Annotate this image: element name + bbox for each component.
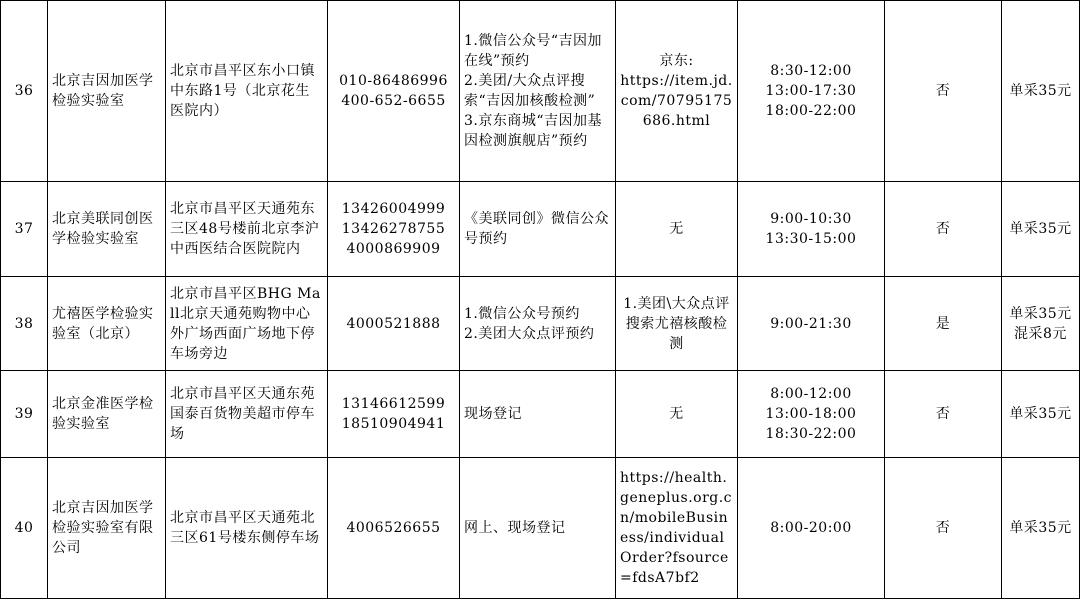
mixed-sampling: 否 [885,1,1002,182]
table-row [1,371,1080,458]
hours-slot: 9:00-10:30 [770,211,852,227]
booking-line: 1.微信公众号预约 [464,305,580,322]
price [1002,458,1080,599]
phone-numbers [328,182,460,277]
phone-number: 13426004999 [341,201,446,217]
lab-address: 北京市昌平区BHG Mall北京天通苑购物中心外广场西面广场地下停车场旁边 [166,277,328,371]
online-label: 无 [669,221,684,237]
phone-numbers [328,277,460,371]
row-number: 40 [1,458,48,599]
price-line: 单采35元 [1009,305,1072,322]
row-number: 36 [1,1,48,182]
lab-name: 北京吉因加医学检验实验室有限公司 [48,458,166,599]
booking-method [460,458,616,599]
online-label: 1.美团\大众点评搜索尤禧核酸检测 [623,295,730,352]
phone-number: 4000869909 [346,241,441,257]
hours-slot: 18:30-22:00 [765,426,857,442]
phone-numbers [328,458,460,599]
table-row [1,1,1080,182]
mixed-sampling: 是 [885,277,1002,371]
table-row [1,182,1080,277]
online-booking [616,458,738,599]
lab-name: 北京吉因加医学检验实验室 [48,1,166,182]
hours-slot: 8:00-12:00 [770,386,852,402]
lab-name: 尤禧医学检验实验室（北京） [48,277,166,371]
price [1002,182,1080,277]
price-line: 单采35元 [1009,221,1072,237]
booking-line: 网上、现场登记 [464,520,566,536]
lab-name: 北京美联同创医学检验实验室 [48,182,166,277]
mixed-sampling: 否 [885,182,1002,277]
mixed-sampling: 否 [885,458,1002,599]
row-number: 38 [1,277,48,371]
booking-method [460,277,616,371]
booking-line: 3.京东商城“吉因加基因检测旗舰店”预约 [464,113,603,149]
booking-line: 《美联同创》微信公众号预约 [464,211,609,247]
phone-number: 13146612599 [341,396,446,412]
price-line: 单采35元 [1009,520,1072,536]
phone-number: 13426278755 [341,221,446,237]
price [1002,371,1080,458]
hours-slot: 8:30-12:00 [770,63,852,79]
lab-address: 北京市昌平区天通东苑国泰百货物美超市停车场 [166,371,328,458]
phone-number: 4000521888 [346,315,441,332]
online-booking [616,1,738,182]
hours-slot: 13:00-17:30 [765,83,857,99]
booking-line: 2.美团/大众点评搜索“吉因加核酸检测” [464,73,596,109]
booking-line: 1.微信公众号“吉因加在线”预约 [464,33,603,69]
table-row [1,277,1080,371]
phone-number: 010-86486996 [339,73,448,89]
online-booking [616,277,738,371]
hours-slot: 13:30-15:00 [765,231,857,247]
online-booking [616,371,738,458]
service-hours [738,182,885,277]
booking-method [460,1,616,182]
online-booking [616,182,738,277]
phone-number: 18510904941 [341,416,446,432]
lab-address: 北京市昌平区天通苑北三区61号楼东侧停车场 [166,458,328,599]
price [1002,277,1080,371]
phone-number: 400-652-6655 [341,93,446,109]
service-hours [738,277,885,371]
booking-method [460,182,616,277]
phone-numbers [328,1,460,182]
hours-slot: 13:00-18:00 [765,406,857,422]
service-hours [738,1,885,182]
lab-address: 北京市昌平区天通苑东三区48号楼前北京李沪中西医结合医院院内 [166,182,328,277]
row-number: 37 [1,182,48,277]
row-number: 39 [1,371,48,458]
online-label: 京东: [659,53,694,69]
price [1002,1,1080,182]
booking-line: 2.美团大众点评预约 [464,325,595,342]
online-link: https://health.geneplus.org.cn/mobileBusiness/individualOrder?fsource=fdsA7bf2 [620,470,733,586]
mixed-sampling: 否 [885,371,1002,458]
online-label: 无 [669,406,684,422]
hours-slot: 8:00-20:00 [770,520,852,536]
table-row [1,458,1080,599]
price-line: 单采35元 [1009,83,1072,99]
service-hours [738,458,885,599]
lab-address: 北京市昌平区东小口镇中东路1号（北京花生医院内） [166,1,328,182]
hours-slot: 9:00-21:30 [770,315,852,332]
phone-number: 4006526655 [346,520,441,536]
price-line: 单采35元 [1009,406,1072,422]
online-link: https://item.jd.com/70795175686.html [620,73,733,129]
booking-method [460,371,616,458]
price-line: 混采8元 [1014,325,1067,342]
hours-slot: 18:00-22:00 [765,103,857,119]
lab-name: 北京金准医学检验实验室 [48,371,166,458]
phone-numbers [328,371,460,458]
service-hours [738,371,885,458]
booking-line: 现场登记 [464,406,522,422]
